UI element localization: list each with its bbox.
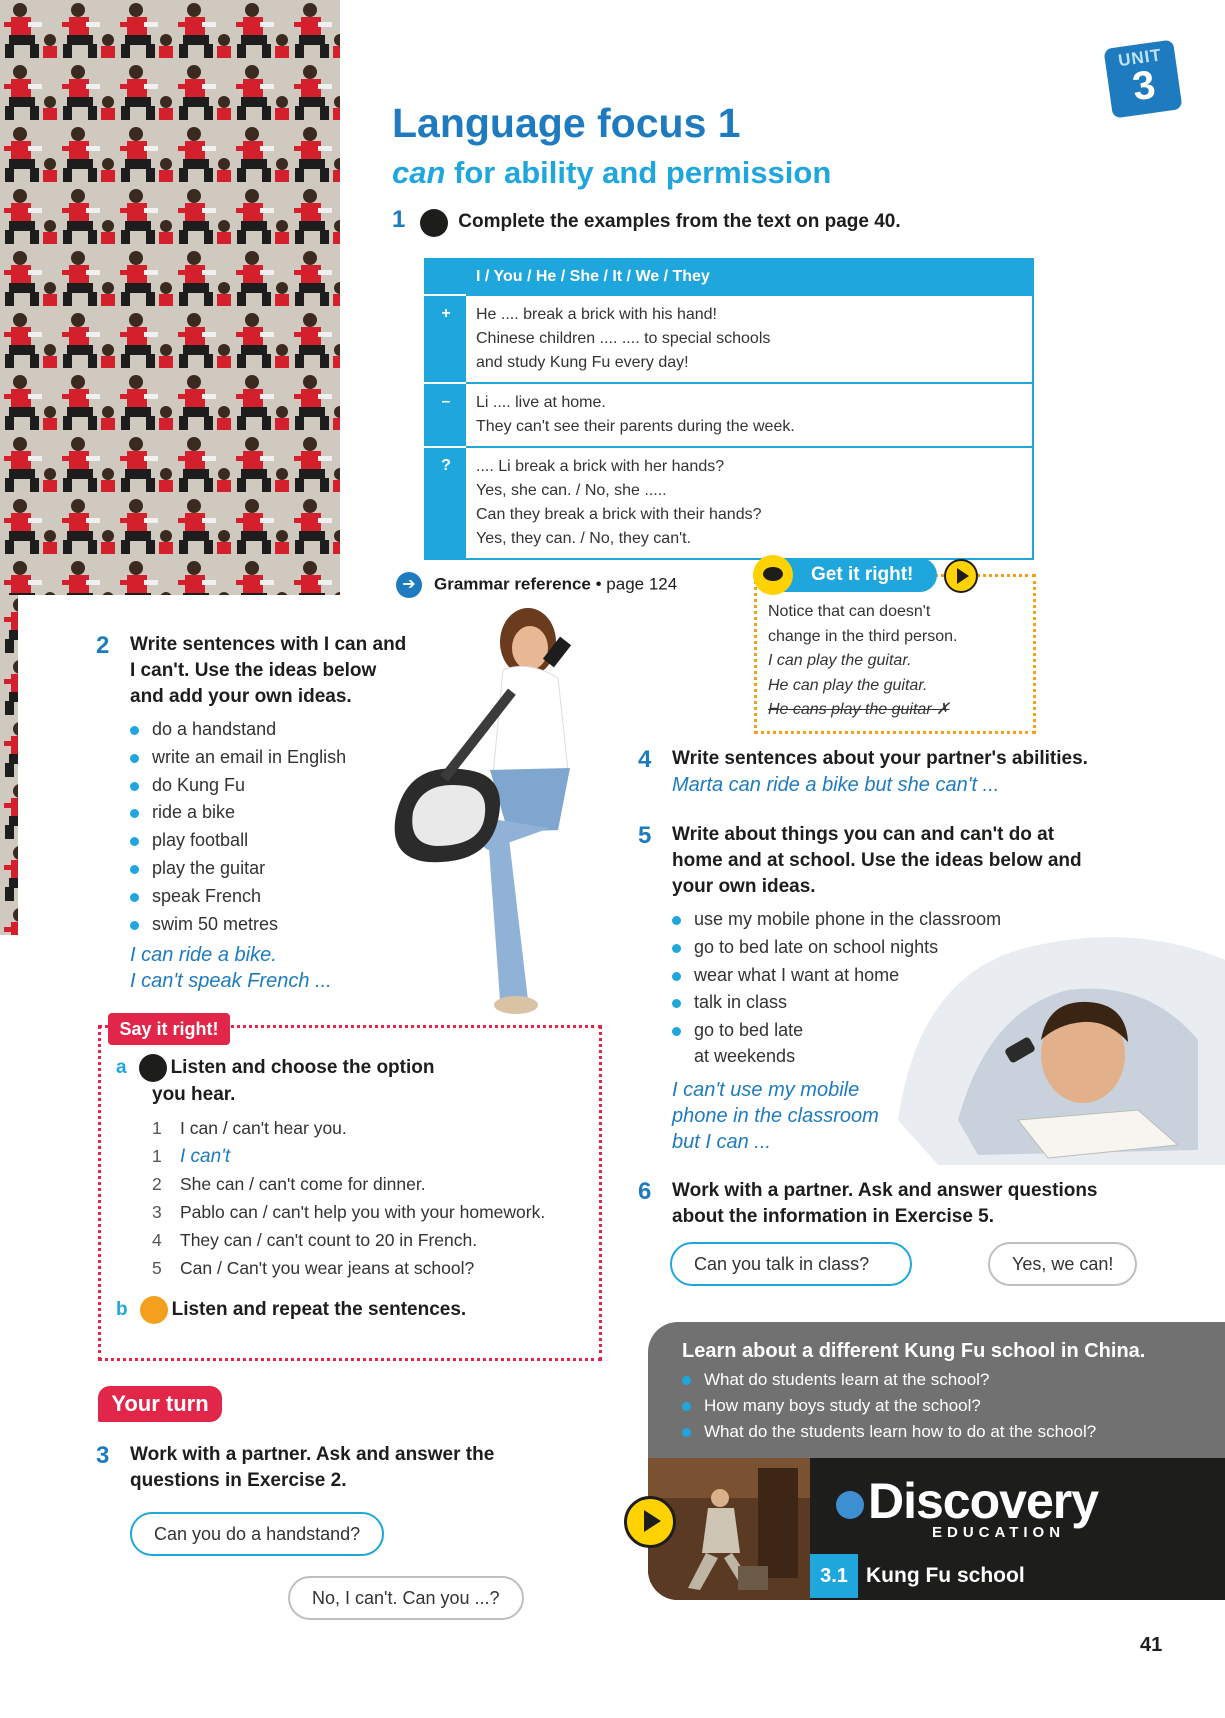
exercise-1-heading bbox=[392, 206, 901, 237]
item-number: 1 bbox=[152, 1118, 162, 1138]
instruction-text: Listen and repeat the sentences. bbox=[171, 1299, 467, 1321]
exercise-4 bbox=[638, 746, 1088, 798]
table-line: .... Li break a brick with her hands? bbox=[476, 458, 725, 475]
example-line: I can ride a bike. bbox=[130, 944, 277, 967]
subtitle-keyword: can bbox=[392, 155, 446, 190]
list-item: What do students learn at the school? bbox=[682, 1367, 1145, 1393]
instruction-line: about the information in Exercise 5. bbox=[672, 1206, 995, 1227]
globe-icon bbox=[836, 1491, 864, 1519]
list-item bbox=[152, 1226, 586, 1254]
table-line: Chinese children .... .... to special schools bbox=[476, 330, 771, 347]
eye-icon bbox=[753, 555, 793, 595]
table-line: Yes, they can. / No, they can't. bbox=[476, 530, 692, 547]
table-line: They can't see their parents during the week. bbox=[476, 418, 795, 435]
instruction-line: I can't. Use the ideas below bbox=[130, 660, 377, 681]
list-item: speak French bbox=[130, 883, 406, 911]
list-item: go to bed late bbox=[672, 1017, 1082, 1045]
tip-line: Notice that can doesn't bbox=[768, 603, 931, 620]
unit-number: 3 bbox=[1129, 62, 1159, 110]
table-line: and study Kung Fu every day! bbox=[476, 354, 689, 371]
instruction-line: you hear. bbox=[152, 1084, 236, 1105]
speech-bubble-question: Can you talk in class? bbox=[670, 1242, 912, 1286]
page-title: Language focus 1 bbox=[392, 100, 741, 146]
instruction-line: Work with a partner. Ask and answer questions bbox=[672, 1180, 1098, 1201]
list-item bbox=[152, 1170, 586, 1198]
play-icon[interactable] bbox=[944, 559, 978, 593]
list-item: do a handstand bbox=[130, 716, 406, 744]
list-item: How many boys study at the school? bbox=[682, 1393, 1145, 1419]
instruction-line: and add your own ideas. bbox=[130, 686, 352, 707]
list-item: talk in class bbox=[672, 989, 1082, 1017]
example-line: I can't use my mobile bbox=[672, 1078, 860, 1101]
table-row-affirmative bbox=[466, 295, 1033, 383]
list-item bbox=[152, 1254, 586, 1282]
table-corner bbox=[425, 259, 466, 295]
get-it-right-label: Get it right! bbox=[811, 564, 914, 585]
boy-reading-under-blanket-photo bbox=[898, 920, 1225, 1165]
list-item: swim 50 metres bbox=[130, 911, 406, 939]
item-text: I can / can't hear you. bbox=[180, 1118, 347, 1138]
table-line: He .... break a brick with his hand! bbox=[476, 306, 717, 323]
exercise-number: 1 bbox=[392, 206, 406, 233]
exercise-instruction bbox=[672, 822, 1082, 900]
instruction-line: Write about things you can and can't do at bbox=[672, 824, 1055, 845]
list-item: write an email in English bbox=[130, 744, 406, 772]
list-item: play the guitar bbox=[130, 855, 406, 883]
speech-bubble-question: Can you do a handstand? bbox=[130, 1512, 384, 1556]
tip-wrong-example: He cans play the guitar ✗ bbox=[768, 701, 950, 718]
tip-line: change in the third person. bbox=[768, 627, 958, 645]
get-it-right-text bbox=[768, 600, 957, 723]
logo-subtext: EDUCATION bbox=[932, 1524, 1066, 1541]
item-number: 5 bbox=[152, 1258, 162, 1278]
video-heading: Learn about a different Kung Fu school in China. bbox=[682, 1340, 1146, 1362]
page-subtitle bbox=[392, 155, 831, 191]
table-line: Li .... live at home. bbox=[476, 394, 606, 411]
instruction-line: home and at school. Use the ideas below and bbox=[672, 850, 1082, 871]
example-line: phone in the classroom bbox=[672, 1104, 879, 1127]
example-answer: Marta can ride a bike but she can't ... bbox=[672, 774, 1000, 796]
instruction-line: Work with a partner. Ask and answer the bbox=[130, 1444, 495, 1465]
speech-bubble-answer: No, I can't. Can you ...? bbox=[288, 1576, 524, 1620]
item-text: Can / Can't you wear jeans at school? bbox=[180, 1258, 475, 1278]
say-it-right-tab: Say it right! bbox=[108, 1013, 230, 1045]
example-line: I can't speak French ... bbox=[130, 970, 332, 993]
kung-fu-students-photo-strip bbox=[0, 595, 18, 935]
list-item: do Kung Fu bbox=[130, 772, 406, 800]
discovery-education-logo bbox=[836, 1472, 1098, 1541]
list-item bbox=[152, 1142, 586, 1170]
video-play-button[interactable] bbox=[624, 1496, 676, 1548]
instruction-line: Listen and choose the option bbox=[170, 1057, 435, 1079]
your-turn-label: Your turn bbox=[98, 1386, 222, 1422]
list-item: go to bed late on school nights bbox=[672, 934, 1082, 962]
audio-icon[interactable] bbox=[140, 1296, 168, 1324]
page-number: 41 bbox=[1140, 1634, 1163, 1656]
exercise-instruction: Write sentences about your partner's abilities. bbox=[672, 748, 1088, 769]
list-item: What do the students learn how to do at the school? bbox=[682, 1419, 1145, 1445]
table-header: I / You / He / She / It / We / They bbox=[466, 259, 1033, 295]
logo-text: Discovery bbox=[868, 1473, 1099, 1529]
instruction-line: your own ideas. bbox=[672, 876, 816, 897]
part-letter: b bbox=[116, 1299, 128, 1321]
table-row-negative bbox=[466, 383, 1033, 447]
exercise-3 bbox=[96, 1442, 494, 1494]
subtitle-rest: for ability and permission bbox=[454, 155, 832, 190]
row-symbol: ? bbox=[425, 447, 466, 559]
language-tip-icon bbox=[420, 209, 448, 237]
part-a-instruction bbox=[116, 1054, 586, 1108]
video-questions bbox=[682, 1340, 1145, 1445]
item-number: 4 bbox=[152, 1230, 162, 1250]
list-item: wear what I want at home bbox=[672, 962, 1082, 990]
item-example: I can't bbox=[180, 1146, 231, 1167]
table-line: Yes, she can. / No, she ..... bbox=[476, 482, 667, 499]
exercise-number: 3 bbox=[96, 1442, 110, 1469]
example-line: but I can ... bbox=[672, 1130, 771, 1153]
unit-word: UNIT bbox=[1117, 45, 1163, 71]
row-symbol: + bbox=[425, 295, 466, 383]
video-question-list bbox=[682, 1367, 1145, 1445]
list-item: ride a bike bbox=[130, 799, 406, 827]
exercise-number: 6 bbox=[638, 1178, 652, 1205]
language-tip-icon bbox=[139, 1054, 167, 1082]
logo-word bbox=[836, 1472, 1098, 1530]
tip-example: I can play the guitar. bbox=[768, 652, 912, 669]
grammar-reference-link[interactable]: ➔ Grammar reference • page 124 bbox=[396, 572, 677, 598]
grammar-reference-page: page 124 bbox=[606, 574, 678, 594]
grammar-table bbox=[424, 258, 1034, 560]
table-line: Can they break a brick with their hands? bbox=[476, 506, 762, 523]
speech-bubble-answer: Yes, we can! bbox=[988, 1242, 1137, 1286]
exercise-instruction: Complete the examples from the text on page 40. bbox=[458, 211, 901, 232]
get-it-right-tab bbox=[755, 558, 937, 592]
row-symbol: – bbox=[425, 383, 466, 447]
kung-fu-students-photo bbox=[0, 0, 340, 595]
exercise-number: 5 bbox=[638, 822, 652, 849]
video-episode-title: Kung Fu school bbox=[866, 1564, 1025, 1587]
list-item bbox=[152, 1114, 586, 1142]
exercise-instruction bbox=[130, 1442, 494, 1494]
instruction-line: questions in Exercise 2. bbox=[130, 1470, 347, 1491]
tip-example: He can play the guitar. bbox=[768, 676, 928, 694]
unit-badge bbox=[1103, 39, 1182, 118]
video-episode-number: 3.1 bbox=[810, 1554, 858, 1598]
item-number: 3 bbox=[152, 1202, 162, 1222]
item-text: She can / can't come for dinner. bbox=[180, 1174, 426, 1194]
part-letter: a bbox=[116, 1057, 127, 1079]
instruction-line: Write sentences with I can and bbox=[130, 634, 407, 655]
exercise-instruction bbox=[672, 1178, 1098, 1230]
item-number: 2 bbox=[152, 1174, 162, 1194]
say-it-right-content bbox=[116, 1054, 586, 1324]
grammar-reference-label: Grammar reference bbox=[434, 574, 591, 594]
exercise-number: 2 bbox=[96, 632, 110, 659]
exercise-6 bbox=[638, 1178, 1098, 1230]
arrow-right-icon: ➔ bbox=[396, 572, 422, 598]
item-text: Pablo can / can't help you with your homework. bbox=[180, 1202, 546, 1222]
table-row-question bbox=[466, 447, 1033, 559]
girl-with-guitar-photo bbox=[318, 600, 638, 1020]
pronunciation-list bbox=[152, 1114, 586, 1282]
exercise-number: 4 bbox=[638, 746, 652, 773]
item-number: 1 bbox=[152, 1146, 162, 1166]
part-b-instruction bbox=[116, 1296, 586, 1324]
item-text: They can / can't count to 20 in French. bbox=[180, 1230, 478, 1250]
list-item: use my mobile phone in the classroom bbox=[672, 906, 1082, 934]
list-item bbox=[152, 1198, 586, 1226]
list-item: play football bbox=[130, 827, 406, 855]
item-text: at weekends bbox=[694, 1045, 796, 1066]
